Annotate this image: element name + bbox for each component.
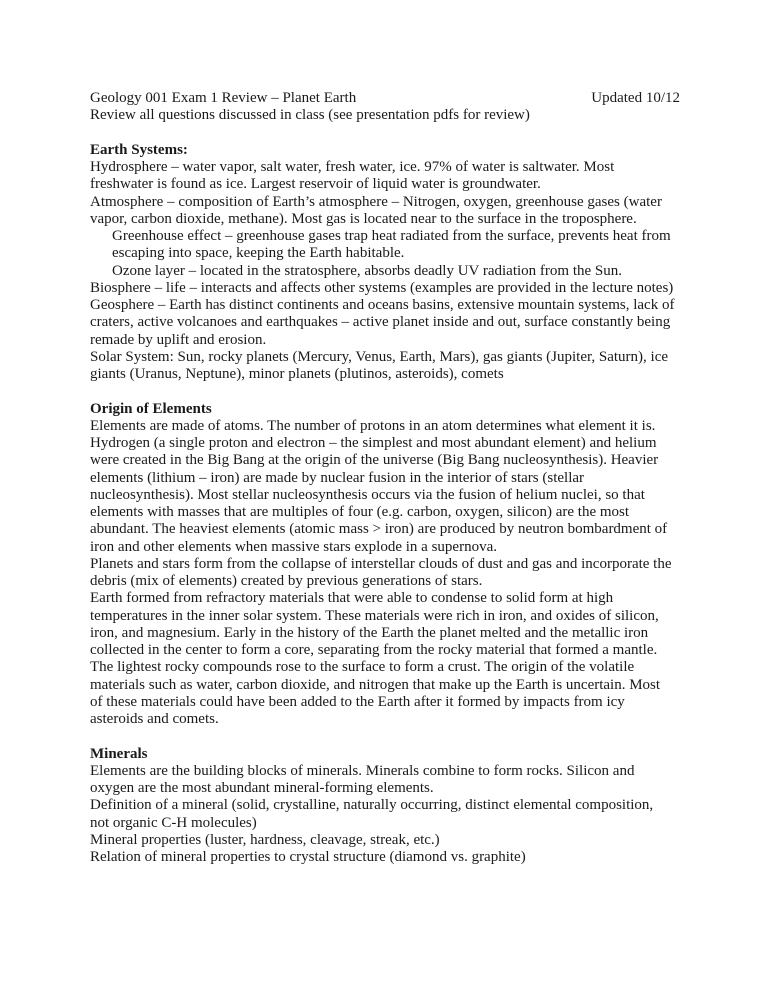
text-line: Mineral properties (luster, hardness, cleavage, streak, etc.) [90,831,440,848]
section-heading: Origin of Elements [90,400,212,417]
text-line: vapor, carbon dioxide, methane). Most gas is located near to the surface in the troposphere. [90,210,637,227]
text-line: Definition of a mineral (solid, crystalline, naturally occurring, distinct elemental composition, [90,797,654,814]
text-line: Geosphere – Earth has distinct continents and oceans basins, extensive mountain systems, lack of [90,297,675,313]
text-line: Solar System: Sun, rocky planets (Mercury, Venus, Earth, Mars), gas giants (Jupiter, Saturn), ice [90,348,669,365]
text-line: Elements are the building blocks of minerals. Minerals combine to form rocks. Silicon and [90,762,635,779]
text-line: collected in the center to form a core, separating from the rocky material that formed a mantle. [90,642,658,658]
text-line: elements with masses that are multiples of four (e.g. carbon, oxygen, silicon) are the most [90,504,630,520]
text-line: Biosphere – life – interacts and affects other systems (examples are provided in the lecture notes) [90,279,674,296]
text-line: remade by uplift and erosion. [90,331,267,348]
text-line-indented: escaping into space, keeping the Earth habitable. [112,245,405,262]
text-line: giants (Uranus, Neptune), minor planets (plutinos, asteroids), comets [90,366,504,382]
text-line: Planets and stars form from the collapse of interstellar clouds of dust and gas and incorporate the [90,555,672,572]
text-line: Atmosphere – composition of Earth’s atmosphere – Nitrogen, oxygen, greenhouse gases (water [90,193,662,210]
text-line: Earth formed from refractory materials that were able to condense to solid form at high [90,590,614,607]
text-line: oxygen are the most abundant mineral-forming elements. [90,780,434,796]
text-line: Hydrogen (a single proton and electron – the simplest and most abundant element) and helium [90,435,657,451]
section-heading: Earth Systems: [90,141,188,158]
section-earth-systems [90,142,680,384]
document-header [90,90,680,107]
text-line: craters, active volcanoes and earthquakes – active planet inside and out, surface constantly being [90,314,671,331]
document-page [90,90,680,866]
document-subtitle: Review all questions discussed in class (see presentation pdfs for review) [90,107,530,124]
text-line-indented: Greenhouse effect – greenhouse gases trap heat radiated from the surface, prevents heat from [112,228,671,244]
text-line: abundant. The heaviest elements (atomic mass > iron) are produced by neutron bombardment of [90,521,668,538]
text-line: The lightest rocky compounds rose to the surface to form a crust. The origin of the volatile [90,659,635,676]
text-line: temperatures in the inner solar system. These materials were rich in iron, and oxides of silicon, [90,607,659,624]
section-origin-of-elements [90,401,680,729]
document-title: Geology 001 Exam 1 Review – Planet Earth [90,90,357,106]
text-line: were created in the Big Bang at the origin of the universe (Big Bang nucleosynthesis). Heavier [90,452,659,469]
text-line: debris (mix of elements) created by previous generations of stars. [90,573,483,589]
section-heading: Minerals [90,745,148,762]
text-line: nucleosynthesis). Most stellar nucleosynthesis occurs via the fusion of helium nuclei, so that [90,486,645,503]
text-line: asteroids and comets. [90,711,219,727]
section-minerals [90,746,680,867]
text-line: iron and other elements when massive stars explode in a supernova. [90,538,497,555]
updated-date: Updated 10/12 [591,90,680,106]
text-line: not organic C-H molecules) [90,814,257,831]
spacer [90,125,680,142]
text-line: elements (lithium – iron) are made by nuclear fusion in the interior of stars (stellar [90,469,585,486]
text-line: Hydrosphere – water vapor, salt water, fresh water, ice. 97% of water is saltwater. Most [90,159,615,175]
text-line: materials such as water, carbon dioxide, and nitrogen that make up the Earth is uncertain. Most [90,676,661,693]
text-line: Elements are made of atoms. The number of protons in an atom determines what element it is. [90,417,656,434]
text-line: Relation of mineral properties to crystal structure (diamond vs. graphite) [90,849,526,865]
text-line: iron, and magnesium. Early in the history of the Earth the planet melted and the metallic iron [90,624,649,641]
text-line: freshwater is found as ice. Largest reservoir of liquid water is groundwater. [90,176,541,193]
spacer [90,383,680,400]
text-line: of these materials could have been added to the Earth after it formed by impacts from icy [90,693,625,710]
spacer [90,728,680,745]
text-line-indented: Ozone layer – located in the stratosphere, absorbs deadly UV radiation from the Sun. [112,262,622,279]
